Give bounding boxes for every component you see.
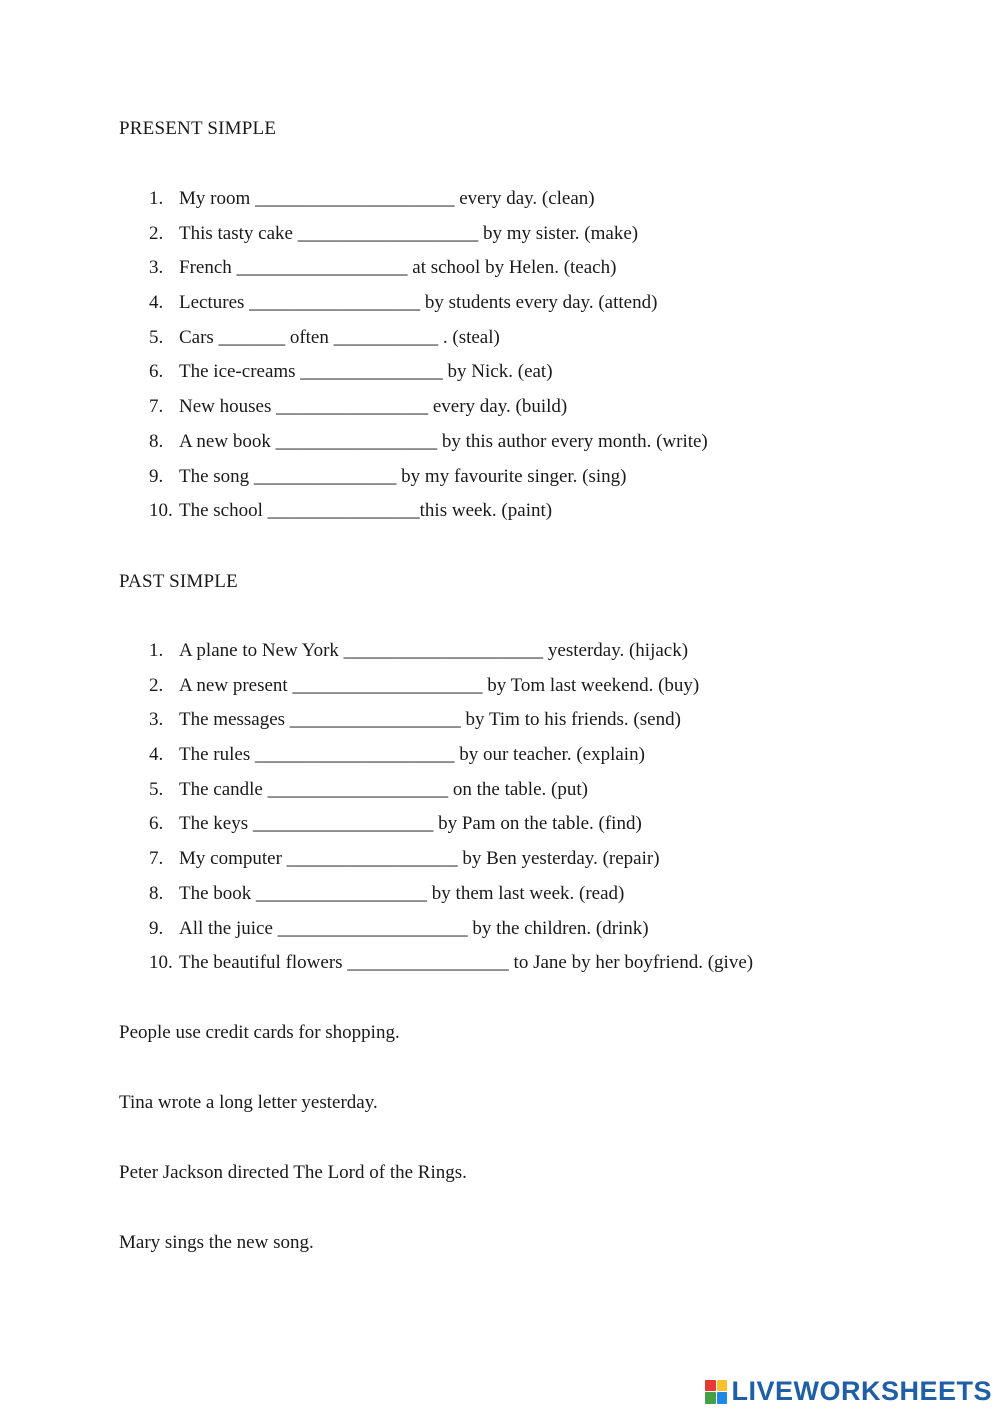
item-text: The messages __________________ by Tim to his friends. (send) (179, 709, 681, 731)
item-text: The keys ___________________ by Pam on the table. (find) (179, 813, 642, 835)
item-number: 9. (149, 917, 164, 939)
item-number: 6. (149, 361, 164, 383)
list-item (149, 286, 708, 321)
list-item (149, 669, 753, 704)
item-text: New houses ________________ every day. (build) (179, 396, 568, 418)
transform-sentence: People use credit cards for shopping. (119, 1022, 400, 1043)
item-text: The rules _____________________ by our teacher. (explain) (179, 744, 645, 766)
item-text: The book __________________ by them last week. (read) (179, 882, 625, 904)
item-number: 7. (149, 396, 164, 418)
item-text: This tasty cake ___________________ by my sister. (make) (179, 222, 639, 244)
list-item (149, 634, 753, 669)
transform-sentence: Peter Jackson directed The Lord of the Rings. (119, 1162, 467, 1183)
item-text: Lectures __________________ by students every day. (attend) (179, 292, 658, 314)
item-number: 8. (149, 430, 164, 452)
item-number: 7. (149, 848, 164, 870)
logo-tile-blue (717, 1392, 728, 1404)
present-simple-list (149, 182, 708, 529)
logo-tile-green (705, 1392, 716, 1404)
list-item (149, 773, 753, 808)
logo-text: LIVEWORKSHEETS (731, 1376, 992, 1406)
item-number: 5. (149, 778, 164, 800)
logo-tile-yellow (717, 1380, 728, 1392)
item-text: The song _______________ by my favourite singer. (sing) (179, 465, 627, 487)
list-item (149, 912, 753, 947)
item-number: 1. (149, 188, 164, 209)
list-item (149, 251, 708, 286)
transform-sentence: Mary sings the new song. (119, 1232, 314, 1253)
item-number: 6. (149, 813, 164, 835)
item-number: 3. (149, 709, 164, 731)
item-number: 8. (149, 882, 164, 904)
item-number: 2. (149, 674, 164, 696)
past-simple-list (149, 634, 753, 981)
list-item (149, 703, 753, 738)
item-number: 4. (149, 744, 164, 766)
list-item (149, 217, 708, 252)
list-item (149, 390, 708, 425)
liveworksheets-logo (705, 1378, 992, 1405)
item-number: 1. (149, 640, 164, 661)
item-number: 4. (149, 292, 164, 314)
item-text: A plane to New York _____________________ yesterday. (hijack) (179, 640, 689, 661)
present-simple-heading: PRESENT SIMPLE (119, 118, 277, 139)
item-number: 10. (149, 952, 173, 974)
item-number: 2. (149, 222, 164, 244)
list-item (149, 355, 708, 390)
list-item (149, 182, 708, 217)
list-item (149, 321, 708, 356)
item-text: A new book _________________ by this author every month. (write) (179, 430, 708, 452)
list-item (149, 807, 753, 842)
item-text: The school ________________this week. (paint) (179, 500, 553, 522)
liveworksheets-logo-icon (705, 1380, 727, 1404)
item-text: My computer __________________ by Ben yesterday. (repair) (179, 848, 660, 870)
item-number: 5. (149, 326, 164, 348)
past-simple-heading: PAST SIMPLE (119, 571, 238, 592)
item-number: 3. (149, 257, 164, 279)
list-item (149, 494, 708, 529)
item-text: A new present ____________________ by Tom last weekend. (buy) (179, 674, 700, 696)
list-item (149, 842, 753, 877)
item-number: 10. (149, 500, 173, 522)
item-text: Cars _______ often ___________ . (steal) (179, 326, 500, 348)
list-item (149, 738, 753, 773)
item-text: The beautiful flowers _________________ to Jane by her boyfriend. (give) (179, 952, 754, 974)
transform-sentence: Tina wrote a long letter yesterday. (119, 1092, 378, 1113)
item-text: French __________________ at school by Helen. (teach) (179, 257, 617, 279)
item-text: My room _____________________ every day. (clean) (179, 188, 595, 209)
list-item (149, 460, 708, 495)
list-item (149, 946, 753, 981)
list-item (149, 877, 753, 912)
item-text: The ice-creams _______________ by Nick. (eat) (179, 361, 553, 383)
item-text: The candle ___________________ on the table. (put) (179, 778, 588, 800)
item-text: All the juice ____________________ by the children. (drink) (179, 917, 649, 939)
logo-tile-red (705, 1380, 716, 1392)
list-item (149, 425, 708, 460)
item-number: 9. (149, 465, 164, 487)
